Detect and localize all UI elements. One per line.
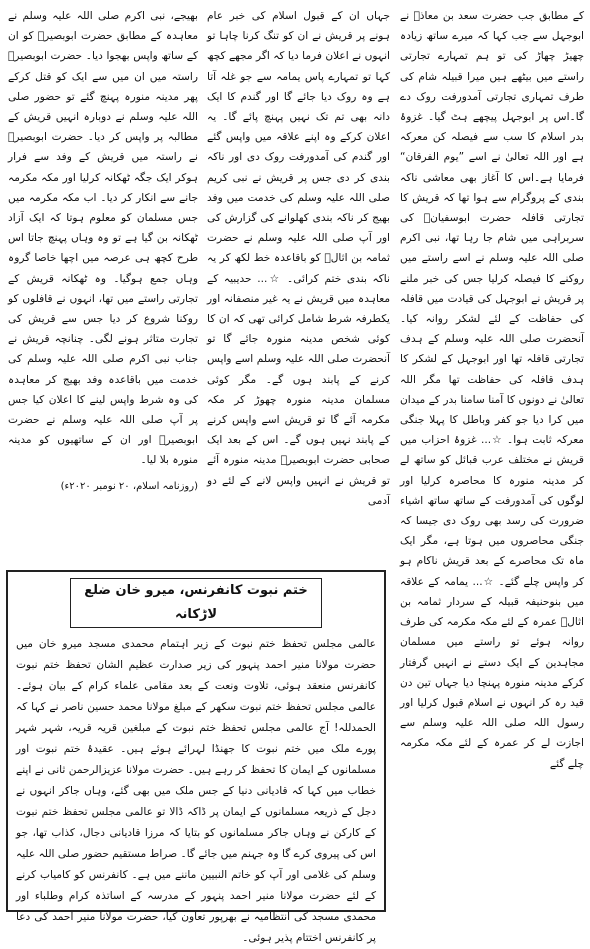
source-citation: (روزنامہ اسلام، ۲۰ نومبر ۲۰۲۰ء) [60,480,198,492]
news-box-body: عالمی مجلس تحفظ ختم نبوت کے زیر اہتمام محمدی مسجد میرو خان میں حضرت مولانا منیر احمد پنہور کی زیر صدارت عظیم الشان تحفظ ختم نبوت کانفرنس منعقد ہوئی، تلاوت ونعت کے بعد مقامی علماء کرام کے بیان ہوئے۔ عالمی مجلس تحفظ ختم نبوت سکھر کے مبلغ مولانا محمد حسین ناصر نے کہا کہ الحمدللہ! آج عالمی مجلس تحفظ ختم نبوت کے مبلغین قریہ قریہ، شہر شہر پورے ملک میں ختم نبوت کا جھنڈا لہرائے ہوئے ہیں۔ عقیدۂ ختم نبوت اور مسلمانوں کے ایمان کا تحفظ کر رہے ہیں۔ حضرت مولانا عزیزالرحمن ثانی نے اپنے خطاب میں کہا کہ قادیانی دنیا کے جس ملک میں بھی گئے، وہاں جاکر انہوں نے دجل کے ذریعہ مسلمانوں کے ایمان پر ڈاکہ ڈالا تو عالمی مجلس تحفظ ختم نبوت کے کارکن نے وہاں جاکر مسلمانوں کو بتایا کہ مرزا قادیانی دجال، کذاب تھا، جو اس کی پیروی کرے گا وہ جہنم میں جائے گا۔ صراط مستقیم حضور صلی اللہ علیہ وسلم کی غلامی اور آپ کو خاتم النبیین ماننے میں ہے۔ کانفرنس کو کامیاب کرنے کے لئے حضرت مولانا منیر احمد پنہور کے مدرسہ کے اساتذہ کرام وطلباء اور محمدی مسجد کی انتظامیہ نے بھرپور تعاون کیا، حضرت مولانا منیر احمد کی دعا پر کانفرنس اختتام پذیر ہوئی۔ [16,638,376,944]
article-text-right: کے مطابق جب حضرت سعد بن معاذؓ نے ابوجہل سے جب کہا کہ میرے ساتھ زیادہ چھیڑ چھاڑ کی تو ہم تمہارے تجارتی راستے میں بیٹھے ہیں میرا قبیلہ شام کی طرف تمہاری تجارتی آمدورفت روک دے گا۔اس پر ابوجہل پیچھے ہٹ گیا۔ غزوۂ بدر اسلام کا سب سے فیصلہ کن معرکہ ہے اور اللہ تعالیٰ نے اسے ”یوم الفرقان“ فرمایا ہے۔اس کا آغاز بھی معاشی ناکہ بندی کے پروگرام سے ہوا تھا کہ قریش کا تجارتی قافلہ حضرت ابوسفیانؓ کی سربراہی میں شام جا رہا تھا، نبی اکرم صلی اللہ علیہ وسلم نے اسے راستے میں روکنے کا فیصلہ کرلیا جس کی خبر ملنے پر قریش نے ابوجہل کی قیادت میں قافلہ کی حفاظت کے لئے لشکر روانہ کیا۔آنحضرت صلی اللہ علیہ وسلم کے ہدف تجارتی قافلہ تھا اور ابوجہل کے لشکر کا ہدف قافلہ کی حفاظت تھا مگر اللہ تعالیٰ نے دونوں کا آمنا سامنا بدر کے میدان میں کرا دیا جو کفر وباطل کا پہلا جنگی معرکہ ثابت ہوا۔ ☆... غزوۂ احزاب میں قریش نے مختلف عرب قبائل کو ساتھ لے کر مدینہ منورہ کا محاصرہ کرلیا اور لوگوں کی آمدورفت کے ساتھ ساتھ اشیاء ضرورت کی رسد بھی روک دی جیسا کہ جنگی محاصروں میں ہوتا ہے، مگر ایک ماہ تک محاصرے کے بعد قریش ناکام ہو کر واپس چلے گئے۔ ☆... یمامہ کے علاقہ میں بنوحنیفہ قبیلہ کے سردار ثمامہ بن اثالؓ عمرہ کے لئے مکہ مکرمہ کی طرف روانہ ہوئے تو راستے میں مسلمان مجاہدین کے ایک دستے نے انہیں گرفتار کرکے مدینہ منورہ پہنچا دیا جہاں تین دن قید رہ کر انہوں نے اسلام قبول کرلیا اور رسول اللہ صلی اللہ علیہ وسلم سے اجازت لے کر عمرہ کے لئے مکہ مکرمہ چلے گئے [400,10,584,770]
news-box-title: ختم نبوت کانفرنس، میرو خان ضلع لاڑکانہ [70,578,322,628]
article-column-left [8,6,198,566]
news-box [6,570,386,944]
article-text-middle: جہاں ان کے قبول اسلام کی خبر عام ہونے پر قریش نے ان کو تنگ کرنا چاہا تو انہوں نے اعلان فرما دیا کہ اگر مجھے کچھ کہا تو تمہارے پاس یمامہ سے جو غلہ آتا ہے وہ روک دیا جائے گا اور گندم کا ایک دانہ بھی تم تک نہیں پہنچ پائے گا۔ یہ اعلان کرکے وہ اپنے علاقہ میں واپس گئے اور گندم کی آمدورفت روک دی اور ناکہ بندی کر دی جس پر قریش نے نبی کریم صلی اللہ علیہ وسلم کی خدمت میں وفد بھیج کر ناکہ بندی کھلوانے کی گزارش کی اور آپ صلی اللہ علیہ وسلم نے حضرت ثمامہ بن اثالؓ کو باقاعدہ خط لکھ کر یہ ناکہ بندی ختم کرائی۔ ☆... حدیبیہ کے معاہدہ میں قریش نے یہ غیر منصفانہ اور یکطرفہ شرط شامل کرائی تھی کہ ان کا کوئی شخص مدینہ منورہ جائے گا تو آنحضرت صلی اللہ علیہ وسلم اسے واپس کرنے کے پابند ہوں گے۔ مگر کوئی مسلمان مدینہ منورہ چھوڑ کر مکہ مکرمہ آئے گا تو قریش اسے واپس کرنے کے پابند نہیں ہوں گے۔ اس کے بعد ایک صحابی حضرت ابوبصیرؓ مدینہ منورہ آئے تو قریش نے انہیں واپس لانے کے لئے دو آدمی [207,10,390,507]
article-column-right [400,6,584,916]
article-column-middle [207,6,390,566]
article-text-left: بھیجے، نبی اکرم صلی اللہ علیہ وسلم نے معاہدہ کے مطابق حضرت ابوبصیرؓ کو ان کے ساتھ واپس بھجوا دیا۔ حضرت ابوبصیرؓ راستہ میں ان میں سے ایک کو قتل کرکے پھر مدینہ منورہ پہنچ گئے تو حضور صلی اللہ علیہ وسلم نے دوبارہ انہیں قریش کے مطالبہ پر واپس کر دیا۔ حضرت ابوبصیرؓ نے راستہ میں قریش کے وفد سے فرار ہوکر ایک جگہ ٹھکانہ کرلیا اور مکہ مکرمہ جانے سے انکار کر دیا۔ اب مکہ مکرمہ میں جس مسلمان کو معلوم ہوتا کہ ایک آزاد ٹھکانہ بن گیا ہے تو وہ وہاں پہنچ جاتا اس طرح کچھ ہی عرصہ میں اچھا خاصا گروہ وہاں جمع ہوگیا۔ وہ ٹھکانہ قریش کے تجارتی راستے میں تھا، انہوں نے قافلوں کو روکنا شروع کر دیا جس سے قریش کی تجارت متاثر ہونے لگی۔ چنانچہ قریش نے جناب نبی اکرم صلی اللہ علیہ وسلم کی خدمت میں باقاعدہ وفد بھیج کر معاہدہ کی وہ شرط واپس لینے کا اعلان کیا جس پر آپ صلی اللہ علیہ وسلم نے حضرت ابوبصیرؓ اور ان کے ساتھیوں کو مدینہ منورہ بلا لیا۔ [8,10,198,467]
